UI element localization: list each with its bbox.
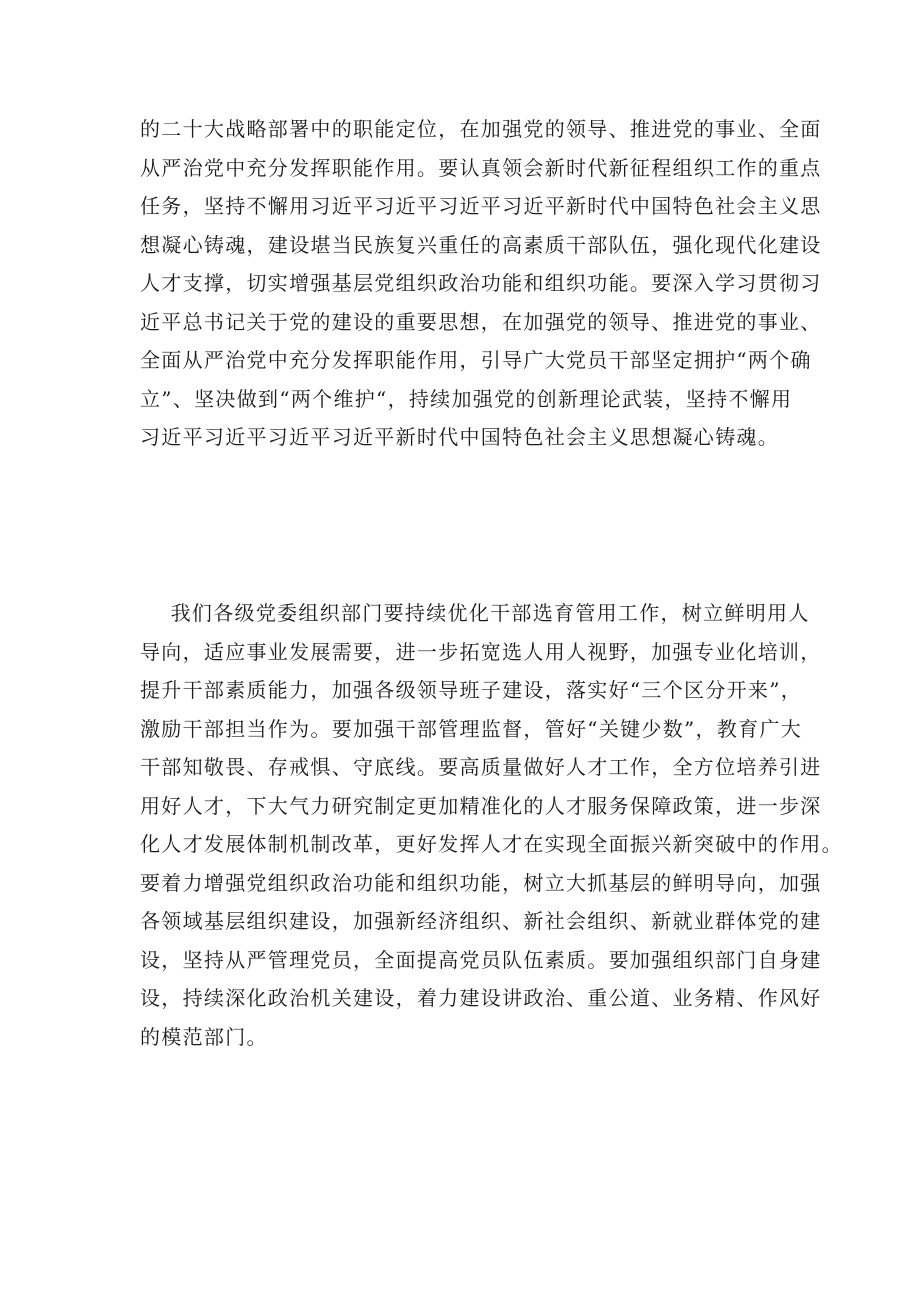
text-line: 的二十大战略部署中的职能定位，在加强党的领导、推进党的事业、全面 <box>140 117 822 141</box>
text-line: 我们各级党委组织部门要持续优化干部选育管用工作，树立鲜明用人 <box>140 601 810 625</box>
text-line: 全面从严治党中充分发挥职能作用，引导广大党员干部坚定拥护“两个确 <box>140 348 812 372</box>
text-line: 激励干部担当作为。要加强干部管理监督，管好“关键少数”，教育广大 <box>140 716 803 741</box>
text-line: 各领域基层组织建设，加强新经济组织、新社会组织、新就业群体党的建 <box>140 909 822 933</box>
text-line: 任务，坚持不懈用习近平习近平习近平习近平新时代中国特色社会主义思 <box>140 194 822 218</box>
paragraph-2 <box>140 594 843 1056</box>
text-line: 从严治党中充分发挥职能作用。要认真领会新时代新征程组织工作的重点 <box>140 155 822 180</box>
text-line: 要着力增强党组织政治功能和组织功能，树立大抓基层的鲜明导向，加强 <box>140 870 822 895</box>
text-line: 干部知敬畏、存戒惧、守底线。要高质量做好人才工作，全方位培养引进 <box>140 755 822 779</box>
text-line: 用好人才，下大气力研究制定更加精准化的人才服务保障政策，进一步深 <box>140 793 822 818</box>
paragraph-1 <box>140 110 822 457</box>
text-line: 的模范部门。 <box>140 1024 268 1049</box>
text-line: 习近平习近平习近平习近平新时代中国特色社会主义思想凝心铸魂。 <box>140 425 779 449</box>
text-line: 近平总书记关于党的建设的重要思想，在加强党的领导、推进党的事业、 <box>140 309 822 334</box>
text-line: 设，持续深化政治机关建设，着力建设讲政治、重公道、业务精、作风好 <box>140 986 822 1010</box>
text-line: 设，坚持从严管理党员，全面提高党员队伍素质。要加强组织部门自身建 <box>140 947 822 972</box>
text-line: 导向，适应事业发展需要，进一步拓宽选人用人视野，加强专业化培训， <box>140 639 822 664</box>
text-line: 提升干部素质能力，加强各级领导班子建设，落实好“三个区分开来”， <box>140 678 803 702</box>
text-line: 人才支撑，切实增强基层党组织政治功能和组织功能。要深入学习贯彻习 <box>140 271 822 295</box>
text-line: 想凝心铸魂，建设堪当民族复兴重任的高素质干部队伍，强化现代化建设 <box>140 232 822 257</box>
text-line: 化人才发展体制机制改革，更好发挥人才在实现全面振兴新突破中的作用。 <box>140 832 843 856</box>
text-line: 立”、坚决做到“两个维护“，持续加强党的创新理论武装，坚持不懈用 <box>140 386 793 411</box>
